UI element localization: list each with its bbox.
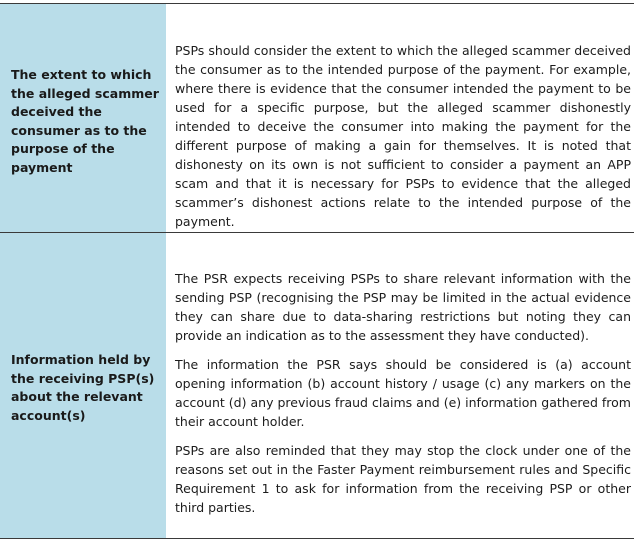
row-content-cell (166, 4, 634, 232)
table-row (0, 4, 634, 233)
row-label-receiving-psp-info: Information held by the receiving PSP(s) about the relevant account(s) (11, 352, 155, 423)
row-label-cell (0, 4, 166, 232)
row-paragraph: PSPs should consider the extent to which the alleged scammer deceived the consumer as to the intended purpose of the payment. For example, where there is evidence that the consumer intended the payment to be used for a specific purpose, but the alleged scammer dishonestly intended to deceive the consumer into making the payment for the different purpose of making a gain for themselves. It is noted that dishonesty on its own is not sufficient to consider a payment an APP scam and that it is necessary for PSPs to evidence that the alleged scammer’s dishonest actions relate to the intended purpose of the payment. (175, 43, 631, 229)
row-paragraph: The PSR expects receiving PSPs to share relevant information with the sending PSP (recognising the PSP may be limited in the actual evidence they can share due to data-sharing restrictions but noting they can provide an indication as to the assessment they have conducted). (175, 271, 631, 343)
row-content-cell (166, 233, 634, 538)
row-paragraph: PSPs are also reminded that they may stop the clock under one of the reasons set out in the Faster Payment reimbursement rules and Specific Requirement 1 to ask for information from the receiving PSP or other third parties. (175, 443, 631, 515)
row-paragraph: The information the PSR says should be considered is (a) account opening information (b) account history / usage (c) any markers on the account (d) any previous fraud claims and (e) information gathered from their account holder. (175, 357, 631, 429)
row-label-cell (0, 233, 166, 538)
row-label-deception-purpose: The extent to which the alleged scammer deceived the consumer as to the purpose of the payment (11, 67, 159, 175)
table-row (0, 233, 634, 539)
guidance-table (0, 3, 634, 539)
